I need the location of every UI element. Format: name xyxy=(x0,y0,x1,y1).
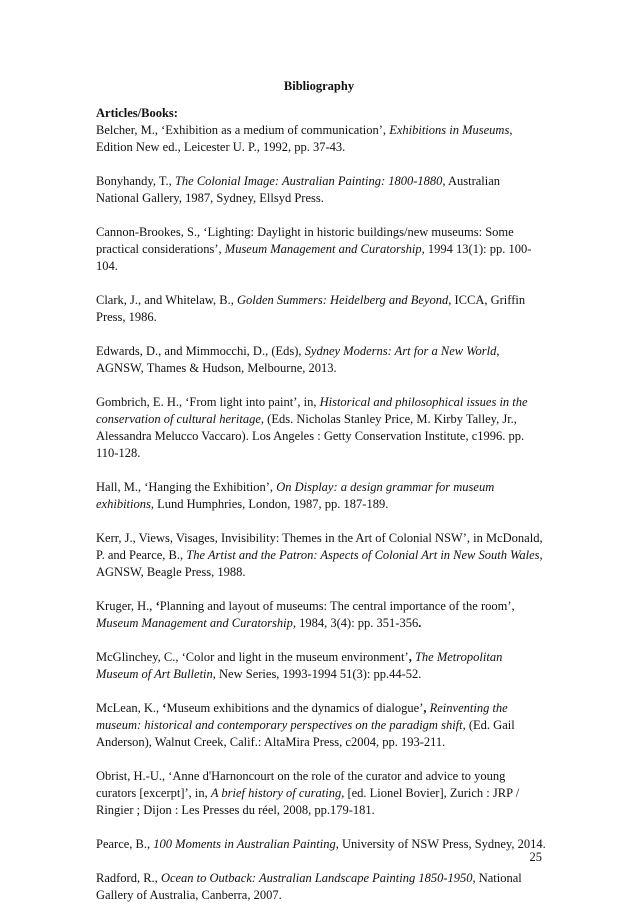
entry-text: Bonyhandy, T., xyxy=(96,174,175,188)
entry-text: Gombrich, E. H., ‘From light into paint’, in, xyxy=(96,395,320,409)
entry-title-text: Museum Management and Curatorship xyxy=(96,616,293,630)
entry-title-text: Exhibitions in Museums xyxy=(389,123,510,137)
entry-text: , xyxy=(408,650,412,664)
entry-text: McLean, K., xyxy=(96,701,163,715)
entry-text: , (Eds. Nicholas Stanley Price, M. Kirby Talley, Jr., Alessandra Melucco Vaccaro). Los Angeles : Getty Conservation Institute, c1996. pp. 110-128. xyxy=(96,412,525,460)
entry-title-text: On Display: a design grammar for museum exhibitions xyxy=(96,480,495,511)
entry-text: Edwards, D., and Mimmocchi, D., (Eds), xyxy=(96,344,305,358)
entry-title-text: 100 Moments in Australian Painting xyxy=(153,837,336,851)
entry-title-text: Historical and philosophical issues in the conservation of cultural heritage xyxy=(96,395,528,426)
entry-text: , Edition New ed., Leicester U. P., 1992, pp. 37-43. xyxy=(96,123,513,154)
entry-text: Clark, J., and Whitelaw, B., xyxy=(96,293,237,307)
entry-title-text: Museum Management and Curatorship xyxy=(224,242,422,256)
entry-text: McGlinchey, C., ‘Color and light in the museum environment’ xyxy=(96,650,409,664)
entry-text: Museum exhibitions and the dynamics of dialogue’ xyxy=(166,701,424,715)
entry-text: , 1984, 3(4): pp. 351-356 xyxy=(292,616,419,630)
entry-text: Hall, M., ‘Hanging the Exhibition’, xyxy=(96,480,277,494)
section-heading: Articles/Books: xyxy=(96,106,178,120)
entry-text: , ICCA, Griffin Press, 1986. xyxy=(96,293,526,324)
entry-title-text: A brief history of curating, xyxy=(210,786,345,800)
entry-title-text: Reinventing the museum: historical and contemporary perspectives on the paradigm shift xyxy=(96,701,508,732)
entry-text: , AGNSW, Beagle Press, 1988. xyxy=(96,548,543,579)
entry-title-text: Ocean to Outback: Australian Landscape Painting 1850-1950, xyxy=(160,871,476,885)
bibliography-entry xyxy=(96,173,546,207)
bibliography-entry xyxy=(96,530,546,581)
bibliography-entry xyxy=(96,836,546,853)
bibliography-entry xyxy=(96,122,546,156)
bibliography-entry xyxy=(96,768,546,819)
page-title: Bibliography xyxy=(283,79,355,93)
entry-text: Obrist, H.-U., ‘Anne d'Harnoncourt on the role of the curator and advice to young curators [excerpt]’, in, xyxy=(96,769,506,800)
entry-text: Cannon-Brookes, S., ‘Lighting: Daylight in historic buildings/new museums: Some practical considerations’, xyxy=(96,225,514,256)
entry-text: Belcher, M., ‘Exhibition as a medium of communication’, xyxy=(96,123,390,137)
entry-text: [ed. Lionel Bovier], Zurich : JRP / Ringier ; Dijon : Les Presses du réel, 2008, pp.179-181. xyxy=(96,786,520,817)
bibliography-entry xyxy=(96,292,546,326)
bibliography-content xyxy=(96,105,546,921)
entry-text: , Lund Humphries, London, 1987, pp. 187-189. xyxy=(150,497,389,511)
entry-title-text: The Colonial Image: Australian Painting: 1800-1880 xyxy=(174,174,443,188)
bibliography-list xyxy=(96,122,546,904)
entry-text: ‘ xyxy=(162,701,167,715)
entry-text: National Gallery of Australia, Canberra, 2007. xyxy=(96,871,522,902)
entry-text: , xyxy=(423,701,427,715)
bibliography-entry xyxy=(96,224,546,275)
bibliography-entry xyxy=(96,870,546,904)
bibliography-entry xyxy=(96,649,546,683)
entry-text: Radford, R., xyxy=(96,871,161,885)
entry-text: , Australian National Gallery, 1987, Sydney, Ellsyd Press. xyxy=(96,174,501,205)
entry-text: . xyxy=(418,616,422,630)
bibliography-entry xyxy=(96,394,546,462)
entry-text: , University of NSW Press, Sydney, 2014. xyxy=(335,837,546,851)
entry-text: Kerr, J., Views, Visages, Invisibility: Themes in the Art of Colonial NSW’, in McDonald, P. and Pearce, B., xyxy=(96,531,543,562)
entry-text: Planning and layout of museums: The central importance of the room’, xyxy=(159,599,515,613)
entry-text: , New Series, 1993-1994 51(3): pp.44-52. xyxy=(212,667,422,681)
entry-title-text: Sydney Moderns: Art for a New World xyxy=(304,344,497,358)
entry-title-text: The Metropolitan Museum of Art Bulletin xyxy=(96,650,503,681)
entry-text: , AGNSW, Thames & Hudson, Melbourne, 2013. xyxy=(96,344,500,375)
entry-text: , 1994 13(1): pp. 100-104. xyxy=(96,242,532,273)
entry-text: Kruger, H., xyxy=(96,599,156,613)
bibliography-entry xyxy=(96,343,546,377)
entry-text: Pearce, B., xyxy=(96,837,154,851)
bibliography-entry xyxy=(96,598,546,632)
entry-text: , (Ed. Gail Anderson), Walnut Creek, Calif.: AltaMira Press, c2004, pp. 193-211. xyxy=(96,718,515,749)
entry-title-text: Golden Summers: Heidelberg and Beyond xyxy=(236,293,449,307)
bibliography-entry xyxy=(96,700,546,751)
entry-title-text: The Artist and the Patron: Aspects of Colonial Art in New South Wales xyxy=(186,548,540,562)
page-number: 25 xyxy=(529,850,542,864)
bibliography-entry xyxy=(96,479,546,513)
entry-text: ‘ xyxy=(155,599,160,613)
